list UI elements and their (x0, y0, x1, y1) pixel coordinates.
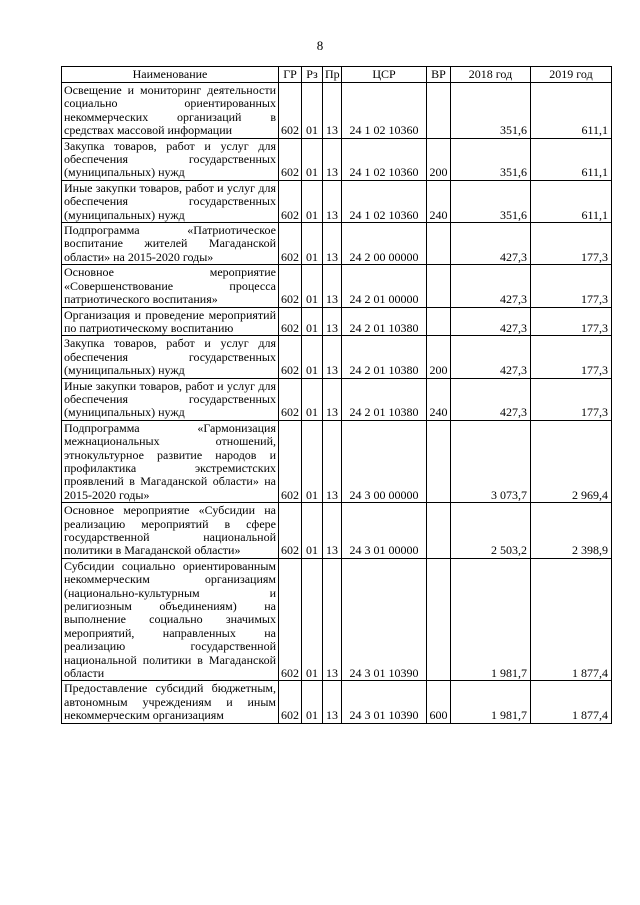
row-vr-cell (427, 420, 451, 502)
table-row (62, 420, 612, 502)
row-vr-cell: 200 (427, 336, 451, 378)
row-rz-cell: 01 (302, 265, 323, 307)
row-2019-cell: 177,3 (531, 378, 612, 420)
row-name-cell: Закупка товаров, работ и услуг для обеспечения государственных (муниципальных) нужд (62, 336, 279, 378)
row-2018-cell: 1 981,7 (451, 681, 531, 723)
row-gr-cell: 602 (279, 223, 302, 265)
row-2018-cell: 427,3 (451, 223, 531, 265)
table-row (62, 558, 612, 681)
row-gr-cell: 602 (279, 681, 302, 723)
row-vr-cell (427, 558, 451, 681)
table-row (62, 180, 612, 222)
row-rz-cell: 01 (302, 336, 323, 378)
row-vr-cell: 200 (427, 138, 451, 180)
col-header-csr: ЦСР (342, 67, 427, 83)
table-row (62, 138, 612, 180)
row-rz-cell: 01 (302, 503, 323, 559)
row-gr-cell: 602 (279, 378, 302, 420)
row-gr-cell: 602 (279, 83, 302, 139)
table-body (62, 83, 612, 724)
row-2018-cell: 351,6 (451, 138, 531, 180)
row-vr-cell: 600 (427, 681, 451, 723)
row-gr-cell: 602 (279, 307, 302, 336)
row-vr-cell: 240 (427, 378, 451, 420)
row-pr-cell: 13 (323, 420, 342, 502)
row-name-cell: Организация и проведение мероприятий по патриотическому воспитанию (62, 307, 279, 336)
row-rz-cell: 01 (302, 180, 323, 222)
col-header-name: Наименование (62, 67, 279, 83)
row-2019-cell: 611,1 (531, 180, 612, 222)
row-2019-cell: 2 398,9 (531, 503, 612, 559)
row-rz-cell: 01 (302, 138, 323, 180)
row-csr-cell: 24 3 01 00000 (342, 503, 427, 559)
row-gr-cell: 602 (279, 180, 302, 222)
row-2019-cell: 611,1 (531, 83, 612, 139)
header-row (62, 67, 612, 83)
row-vr-cell (427, 223, 451, 265)
table-row (62, 83, 612, 139)
row-pr-cell: 13 (323, 180, 342, 222)
row-pr-cell: 13 (323, 223, 342, 265)
row-pr-cell: 13 (323, 378, 342, 420)
row-rz-cell: 01 (302, 558, 323, 681)
table-row (62, 336, 612, 378)
row-vr-cell (427, 265, 451, 307)
row-gr-cell: 602 (279, 503, 302, 559)
row-rz-cell: 01 (302, 307, 323, 336)
row-2018-cell: 1 981,7 (451, 558, 531, 681)
row-name-cell: Иные закупки товаров, работ и услуг для обеспечения государственных (муниципальных) нужд (62, 378, 279, 420)
table-row (62, 265, 612, 307)
row-2018-cell: 351,6 (451, 83, 531, 139)
row-csr-cell: 24 2 01 10380 (342, 336, 427, 378)
row-name-cell: Освещение и мониторинг деятельности социально ориентированных некоммерческих организаций в средствах массовой информации (62, 83, 279, 139)
col-header-pr: Пр (323, 67, 342, 83)
row-name-cell: Иные закупки товаров, работ и услуг для обеспечения государственных (муниципальных) нужд (62, 180, 279, 222)
row-2019-cell: 177,3 (531, 307, 612, 336)
row-pr-cell: 13 (323, 558, 342, 681)
row-csr-cell: 24 2 00 00000 (342, 223, 427, 265)
table-row (62, 307, 612, 336)
row-rz-cell: 01 (302, 83, 323, 139)
col-header-2018: 2018 год (451, 67, 531, 83)
col-header-2019: 2019 год (531, 67, 612, 83)
row-pr-cell: 13 (323, 83, 342, 139)
page-number: 8 (316, 38, 324, 53)
row-pr-cell: 13 (323, 681, 342, 723)
row-2018-cell: 351,6 (451, 180, 531, 222)
table-row (62, 378, 612, 420)
row-vr-cell (427, 307, 451, 336)
row-csr-cell: 24 3 01 10390 (342, 558, 427, 681)
table-row (62, 681, 612, 723)
row-2018-cell: 427,3 (451, 307, 531, 336)
row-gr-cell: 602 (279, 558, 302, 681)
row-pr-cell: 13 (323, 138, 342, 180)
col-header-gr: ГР (279, 67, 302, 83)
row-gr-cell: 602 (279, 138, 302, 180)
row-2018-cell: 427,3 (451, 336, 531, 378)
row-csr-cell: 24 2 01 10380 (342, 378, 427, 420)
row-2019-cell: 177,3 (531, 336, 612, 378)
row-csr-cell: 24 2 01 00000 (342, 265, 427, 307)
row-2019-cell: 1 877,4 (531, 681, 612, 723)
row-csr-cell: 24 1 02 10360 (342, 180, 427, 222)
row-name-cell: Субсидии социально ориентированным некоммерческим организациям (национально-культурным и религиозным объединениям) на выполнение социально значимых мероприятий, направленных на реализацию государственной национальной политики в Магаданской области (62, 558, 279, 681)
row-name-cell: Предоставление субсидий бюджетным, автономным учреждениям и иным некоммерческим организациям (62, 681, 279, 723)
row-name-cell: Подпрограмма «Патриотическое воспитание жителей Магаданской области» на 2015-2020 годы» (62, 223, 279, 265)
row-gr-cell: 602 (279, 265, 302, 307)
row-2019-cell: 611,1 (531, 138, 612, 180)
row-name-cell: Подпрограмма «Гармонизация межнациональных отношений, этнокультурное развитие народов и профилактика экстремистских проявлений в Магаданской области» на 2015-2020 годы» (62, 420, 279, 502)
row-rz-cell: 01 (302, 223, 323, 265)
row-2018-cell: 427,3 (451, 265, 531, 307)
row-2019-cell: 2 969,4 (531, 420, 612, 502)
row-pr-cell: 13 (323, 265, 342, 307)
row-2019-cell: 1 877,4 (531, 558, 612, 681)
row-2018-cell: 2 503,2 (451, 503, 531, 559)
row-gr-cell: 602 (279, 336, 302, 378)
row-gr-cell: 602 (279, 420, 302, 502)
row-pr-cell: 13 (323, 307, 342, 336)
row-name-cell: Основное мероприятие «Совершенствование процесса патриотического воспитания» (62, 265, 279, 307)
row-csr-cell: 24 2 01 10380 (342, 307, 427, 336)
col-header-rz: Рз (302, 67, 323, 83)
row-2019-cell: 177,3 (531, 265, 612, 307)
row-2018-cell: 427,3 (451, 378, 531, 420)
budget-table (61, 66, 612, 724)
row-vr-cell (427, 83, 451, 139)
row-vr-cell: 240 (427, 180, 451, 222)
col-header-vr: ВР (427, 67, 451, 83)
row-csr-cell: 24 3 01 10390 (342, 681, 427, 723)
row-rz-cell: 01 (302, 378, 323, 420)
row-csr-cell: 24 3 00 00000 (342, 420, 427, 502)
row-2019-cell: 177,3 (531, 223, 612, 265)
row-vr-cell (427, 503, 451, 559)
table-row (62, 223, 612, 265)
row-rz-cell: 01 (302, 420, 323, 502)
row-csr-cell: 24 1 02 10360 (342, 138, 427, 180)
row-name-cell: Закупка товаров, работ и услуг для обеспечения государственных (муниципальных) нужд (62, 138, 279, 180)
row-2018-cell: 3 073,7 (451, 420, 531, 502)
row-pr-cell: 13 (323, 336, 342, 378)
row-csr-cell: 24 1 02 10360 (342, 83, 427, 139)
row-pr-cell: 13 (323, 503, 342, 559)
row-rz-cell: 01 (302, 681, 323, 723)
row-name-cell: Основное мероприятие «Субсидии на реализацию мероприятий в сфере государственной национальной политики в Магаданской области» (62, 503, 279, 559)
table-row (62, 503, 612, 559)
